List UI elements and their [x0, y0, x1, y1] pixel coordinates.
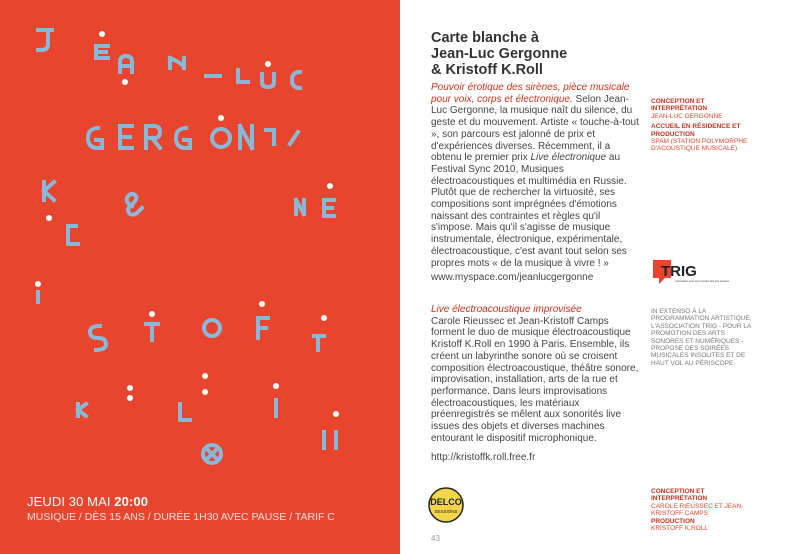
section-gergonne — [431, 82, 639, 269]
letter-r2 — [68, 226, 78, 244]
credit-text: SPAM (STATION POLYMORPHE D'ACOUSTIQUE MUSICALE) — [651, 138, 748, 153]
letter-s — [90, 326, 106, 350]
letter-c — [292, 72, 300, 88]
trig-logo — [651, 258, 730, 288]
letter-n4 — [296, 200, 304, 214]
letter-r3 — [180, 404, 190, 420]
letter-o2 — [204, 320, 220, 336]
lede-plain: Pouvoir érotique des sirènes, — [431, 82, 564, 93]
title-line: Jean-Luc Gergonne — [431, 46, 568, 62]
letter-j — [38, 30, 52, 50]
event-time: 20:00 — [114, 494, 149, 509]
delco-logo — [428, 485, 464, 525]
letter-o — [212, 129, 230, 147]
credits-kristoff — [651, 488, 761, 532]
letter-n — [170, 58, 184, 68]
trig-note: IN EXTENSO À LA PROGRAMMATION ARTISTIQUE, L'ASSOCIATION TRIG - POUR LA PROMOTION DES ARTS SONORES ET NUMÉRIQUES - PROPOSE DES SOIRÉES MUSICALES INSOLITES ET DE HAUT VOL AU PÉRISCOPE. — [651, 308, 752, 367]
paragraph: Carole Rieussec et Jean-Kristoff Camps forment le duo de musique électroacoustique Kristoff K.Roll en 1990 à Paris. Ensemble, ils créent un labyrinthe sonore où se croisent composition électroacoustique, théâtre sonore, improvisation, installation, arts de la rue et performance. Dans leurs improvisations électroacoustiques, les matériaux préenregistrés se mêlent aux sonorités live issues des objets et diverses machines entourant le dispositif microphonique. — [431, 315, 639, 444]
letter-k2 — [78, 404, 86, 416]
credit-text: CAROLE RIEUSSEC ET JEAN-KRISTOFF CAMPS — [651, 502, 744, 518]
italic-phrase: Live électronique — [530, 152, 607, 164]
date-text: JEUDI 30 MAI — [27, 494, 115, 509]
letter-n2 — [240, 126, 252, 148]
credits-gergonne — [651, 98, 761, 153]
lede-text: Live électroacoustique improvisée — [431, 304, 582, 315]
letter-e4 — [324, 200, 334, 216]
credit-text: KRISTOFF K.ROLL — [651, 525, 708, 533]
letter-u — [262, 74, 274, 87]
paragraph-continued: au Festival Sync 2010, Musiques électroacoustiques et multimédia en Russie. Plutôt que de rechercher la virtuosité, ses compositions sont imprégnées d'émotions naissant des contraintes et règles qu'il s'impose. Mais qu'il s'agisse de musique instrumentale, électronique, expérimentale, électroacoustique, c'est avant tout selon ses propres mots « de la musique à vivre ! » — [431, 152, 627, 269]
event-date — [27, 494, 335, 509]
delco-logo-text: DELCO — [430, 497, 462, 507]
letter-e2 — [120, 126, 132, 148]
trig-logo-text: TRIG — [661, 263, 697, 280]
lede-end: . — [569, 93, 573, 105]
letter-r — [146, 126, 160, 148]
letter-f2 — [314, 336, 324, 350]
letter-e — [96, 46, 108, 58]
credit-heading: CONCEPTION ET INTERPRÉTATION — [651, 98, 708, 113]
letter-n3 — [266, 130, 274, 144]
page-title — [431, 30, 631, 78]
dot — [99, 31, 105, 37]
letter-k — [44, 182, 54, 200]
letter-g2 — [176, 128, 190, 148]
letter-t — [146, 324, 158, 340]
lede-italic: pièce musicale pour voix, corps et électronique — [431, 82, 630, 105]
delco-logo-sub: SESSIONS — [434, 509, 458, 514]
letter-g — [88, 128, 102, 148]
section-kristoff — [431, 304, 639, 444]
credit-text: JEAN-LUC GERGONNE — [651, 112, 723, 120]
event-info — [27, 494, 335, 523]
ampersand — [127, 194, 142, 215]
letter-o3 — [203, 445, 221, 463]
credit-heading: ACCUEIL EN RÉSIDENCE ET PRODUCTION — [651, 123, 741, 138]
letter-l — [238, 70, 248, 82]
letter-e3 — [290, 132, 298, 144]
title-line: Carte blanche à — [431, 30, 539, 46]
page-number: 43 — [431, 534, 440, 543]
credit-heading: PRODUCTION — [651, 517, 695, 525]
letter-l3 — [324, 432, 336, 448]
kristoff-link[interactable]: http://kristoffk.roll.free.fr — [431, 452, 536, 463]
myspace-link[interactable]: www.myspace.com/jeanlucgergonne — [431, 272, 594, 283]
paragraph: Selon Jean-Luc Gergonne, la musique naît du silence, du geste et du mouvement. Artiste « touche-à-tout », son parcours est jalonné de prix et d'expériences diverses. Récemment, il a obtenu le premier prix — [431, 93, 639, 164]
letter-a — [120, 56, 132, 72]
trig-logo-sub: Association pour la promotion des arts sonores — [675, 280, 730, 283]
event-details: MUSIQUE / DÈS 15 ANS / DURÉE 1H30 AVEC PAUSE / TARIF C — [27, 511, 335, 523]
letter-f — [258, 318, 268, 338]
title-line: & Kristoff K.Roll — [431, 62, 543, 78]
credit-heading: CONCEPTION ET INTERPRÉTATION — [651, 488, 708, 503]
